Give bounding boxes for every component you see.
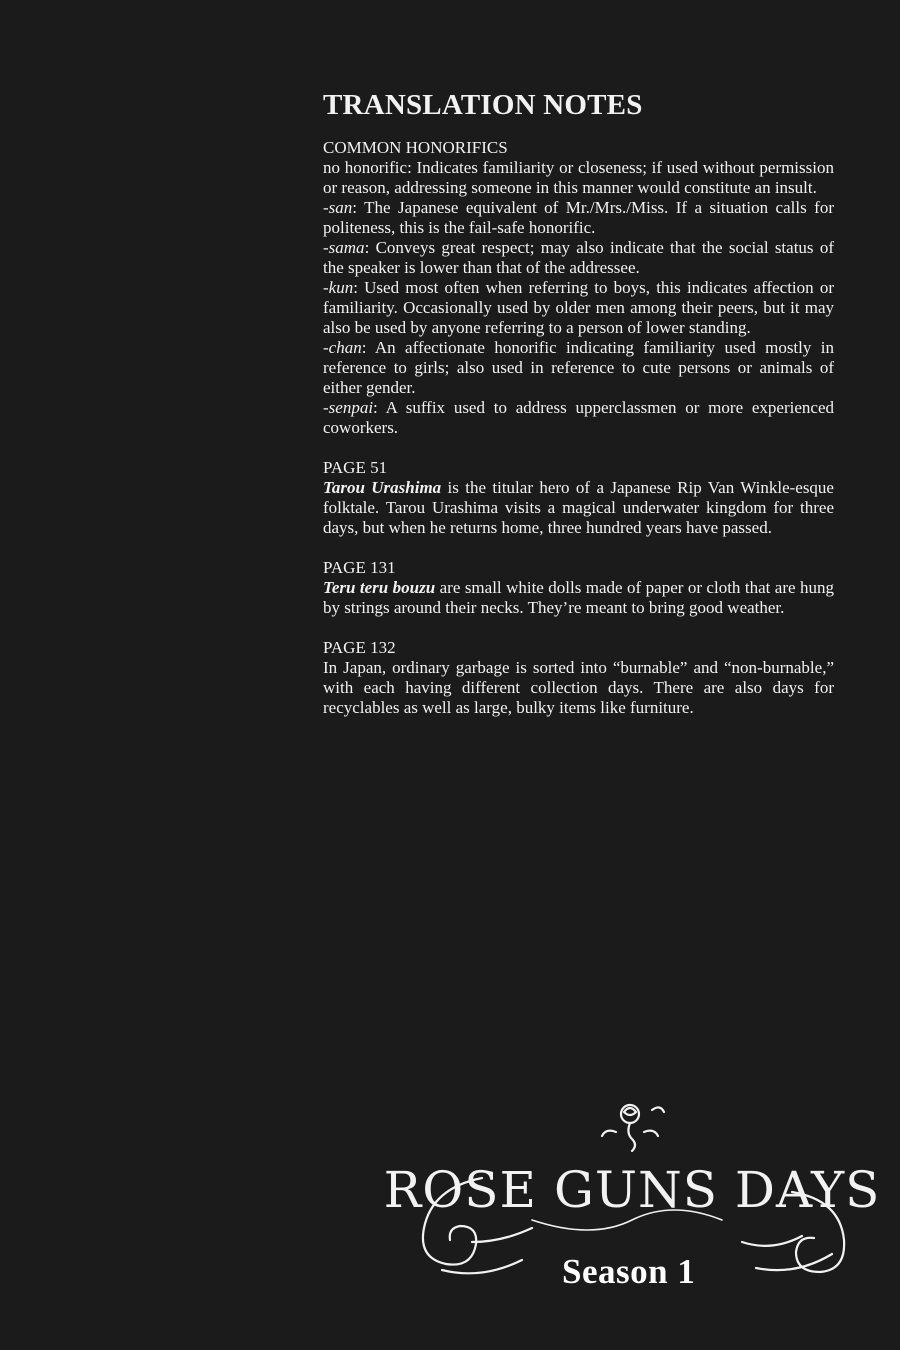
- note-page-132: [323, 638, 834, 718]
- honorific-entry: [323, 278, 834, 338]
- note-body: [323, 578, 834, 618]
- honorific-term: -san: [323, 198, 353, 217]
- note-page-label: PAGE 132: [323, 638, 396, 657]
- logo-wordmark: ROSE GUNS DAYS: [383, 1161, 881, 1219]
- honorific-definition: : The Japanese equivalent of Mr./Mrs./Miss. If a situation calls for politeness, this is the fail-safe honorific.: [323, 198, 834, 237]
- honorific-definition: : Indicates familiarity or closeness; if used without permission or reason, addressing someone in this manner would constitute an insult.: [323, 158, 834, 197]
- honorific-term: -sama: [323, 238, 365, 257]
- honorific-entry: [323, 338, 834, 398]
- note-page-label: PAGE 131: [323, 558, 396, 577]
- honorifics-heading: COMMON HONORIFICS: [323, 138, 508, 157]
- note-page-51: [323, 458, 834, 538]
- honorifics-section: [323, 138, 834, 438]
- honorific-entry: [323, 198, 834, 238]
- honorific-definition: : Used most often when referring to boys, this indicates affection or familiarity. Occasionally used by older men among their peers, but it may also be used by anyone referring to a person of lower standing.: [323, 278, 834, 337]
- honorific-term: no honorific: [323, 158, 408, 177]
- note-page-label: PAGE 51: [323, 458, 388, 477]
- page-title: TRANSLATION NOTES: [323, 89, 643, 121]
- note-body: [323, 478, 834, 538]
- note-body: [323, 658, 834, 718]
- honorific-entry: [323, 158, 834, 198]
- honorific-definition: : An affectionate honorific indicating familiarity used mostly in reference to girls; also used in reference to cute persons or animals of either gender.: [323, 338, 834, 397]
- note-term: Teru teru bouzu: [323, 578, 436, 597]
- logo-subtitle: Season 1: [562, 1252, 696, 1291]
- note-term: Tarou Urashima: [323, 478, 442, 497]
- honorific-term: -kun: [323, 278, 354, 297]
- honorific-term: -senpai: [323, 398, 374, 417]
- note-page-131: [323, 558, 834, 618]
- honorific-entry: [323, 398, 834, 438]
- honorific-entry: [323, 238, 834, 278]
- honorific-definition: : Conveys great respect; may also indicate that the social status of the speaker is lower than that of the addressee.: [323, 238, 834, 277]
- translation-notes: [323, 86, 834, 718]
- note-text: is the titular hero of a Japanese Rip Van Winkle-esque folktale. Tarou Urashima visits a magical underwater kingdom for three days, but when he returns home, three hundred years have passed.: [323, 478, 834, 537]
- honorific-definition: : A suffix used to address upperclassmen or more experienced coworkers.: [323, 398, 834, 437]
- note-text: In Japan, ordinary garbage is sorted into “burnable” and “non-burnable,” with each having different collection days. There are also days for recyclables as well as large, bulky items like furniture.: [323, 658, 834, 717]
- honorific-term: -chan: [323, 338, 362, 357]
- note-text: are small white dolls made of paper or cloth that are hung by strings around their necks. They’re meant to bring good weather.: [323, 578, 834, 617]
